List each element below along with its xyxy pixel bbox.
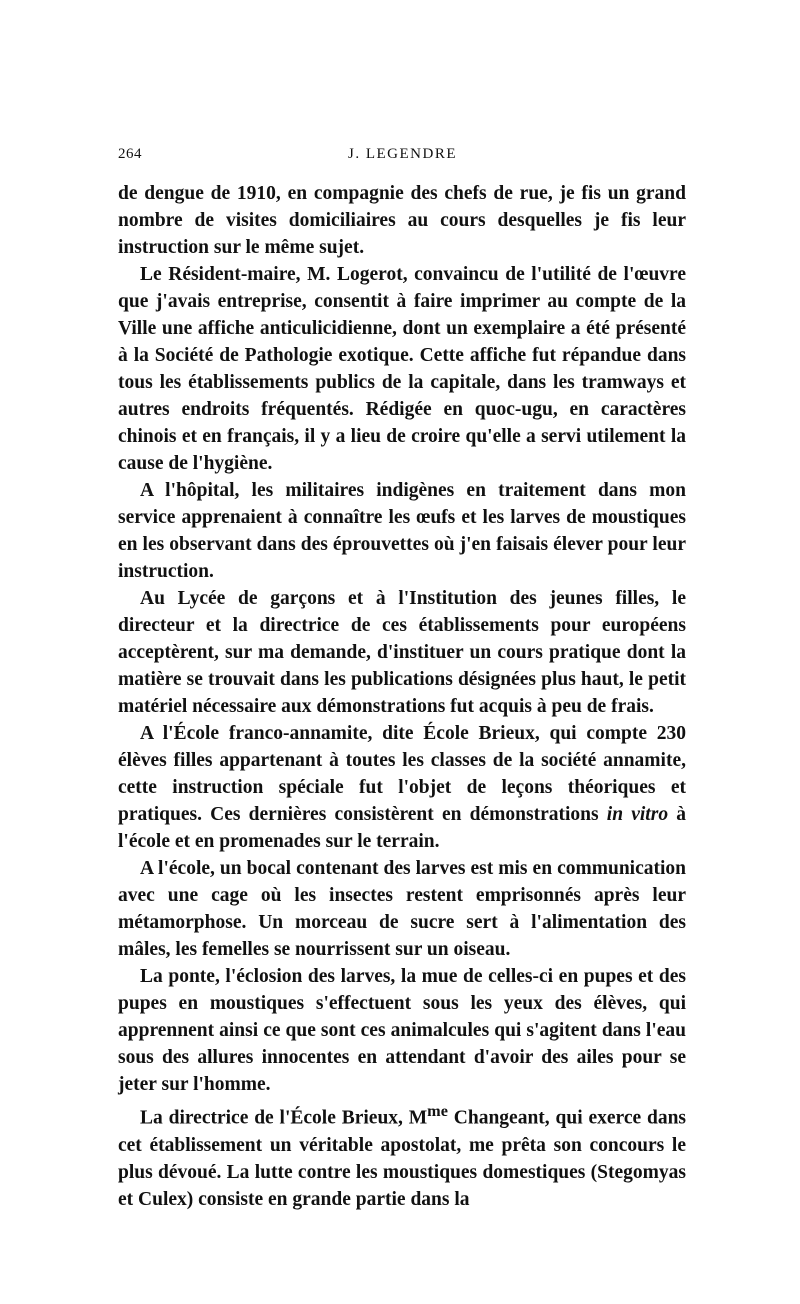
paragraph-8-before: La directrice de l'École Brieux, M: [140, 1107, 428, 1129]
paragraph-2: Le Résident-maire, M. Logerot, convaincu de l'utilité de l'œuvre que j'avais entreprise, consentit à faire imprimer au compte de la Ville une affiche anticulicidienne, dont un exemplaire a été présenté à la Société de Pathologie exotique. Cette affiche fut répandue dans tous les établissements publics de la capitale, dans les tramways et autres endroits fréquentés. Rédigée en quoc-ugu, en caractères chinois et en français, il y a lieu de croire qu'elle a servi utilement la cause de l'hygiène.: [118, 264, 686, 474]
paragraph-1: de dengue de 1910, en compagnie des chefs de rue, je fis un grand nombre de visites domiciliaires au cours desquelles je fis leur instruction sur le même sujet.: [118, 183, 686, 258]
paragraph-8-after: Changeant, qui exerce dans cet établissement un véritable apostolat, me prêta son concours le plus dévoué. La lutte contre les moustiques domestiques (Stegomyas et Culex) consiste en grande partie dans la: [118, 1107, 687, 1210]
latin-term: in vitro: [606, 804, 669, 825]
paragraph-5-text: A l'École franco-annamite, dite École Brieux, qui compte 230 élèves filles appartenant à toutes les classes de la société annamite, cette instruction spéciale fut l'objet de leçons théoriques et pratiques. Ces dernières consistèrent en démonstrations: [118, 723, 686, 825]
page-number: 264: [118, 146, 142, 162]
paragraph-6: A l'école, un bocal contenant des larves est mis en communication avec une cage où les insectes restent emprisonnés après leur métamorphose. Un morceau de sucre sert à l'alimentation des mâles, les femelles se nourrissent sur un oiseau.: [118, 858, 686, 960]
title-abbreviation: me: [427, 1102, 448, 1120]
paragraph-4: Au Lycée de garçons et à l'Institution des jeunes filles, le directeur et la directrice de ces établissements pour européens acceptèrent, sur ma demande, d'instituer un cours pratique dont la matière se trouvait dans les publications désignées plus haut, le petit matériel nécessaire aux démonstrations fut acquis à peu de frais.: [118, 588, 686, 717]
page-header: [118, 146, 688, 168]
paragraph-3: A l'hôpital, les militaires indigènes en traitement dans mon service apprenaient à connaître les œufs et les larves de moustiques en les observant dans des éprouvettes où j'en faisais élever pour leur instruction.: [118, 480, 686, 582]
paragraph-7: La ponte, l'éclosion des larves, la mue de celles-ci en pupes et des pupes en moustiques s'effectuent sous les yeux des élèves, qui apprennent ainsi ce que sont ces animalcules qui s'agitent dans l'eau sous des allures innocentes en attendant d'avoir des ailes pour se jeter sur l'homme.: [118, 966, 686, 1095]
running-head: J. LEGENDRE: [348, 146, 457, 162]
body-text: [118, 180, 686, 1213]
paragraph-8: [118, 1098, 686, 1213]
paragraph-5: [118, 720, 686, 855]
paragraph-5-tail: à l'école et en promenades sur le terrain.: [118, 804, 687, 852]
